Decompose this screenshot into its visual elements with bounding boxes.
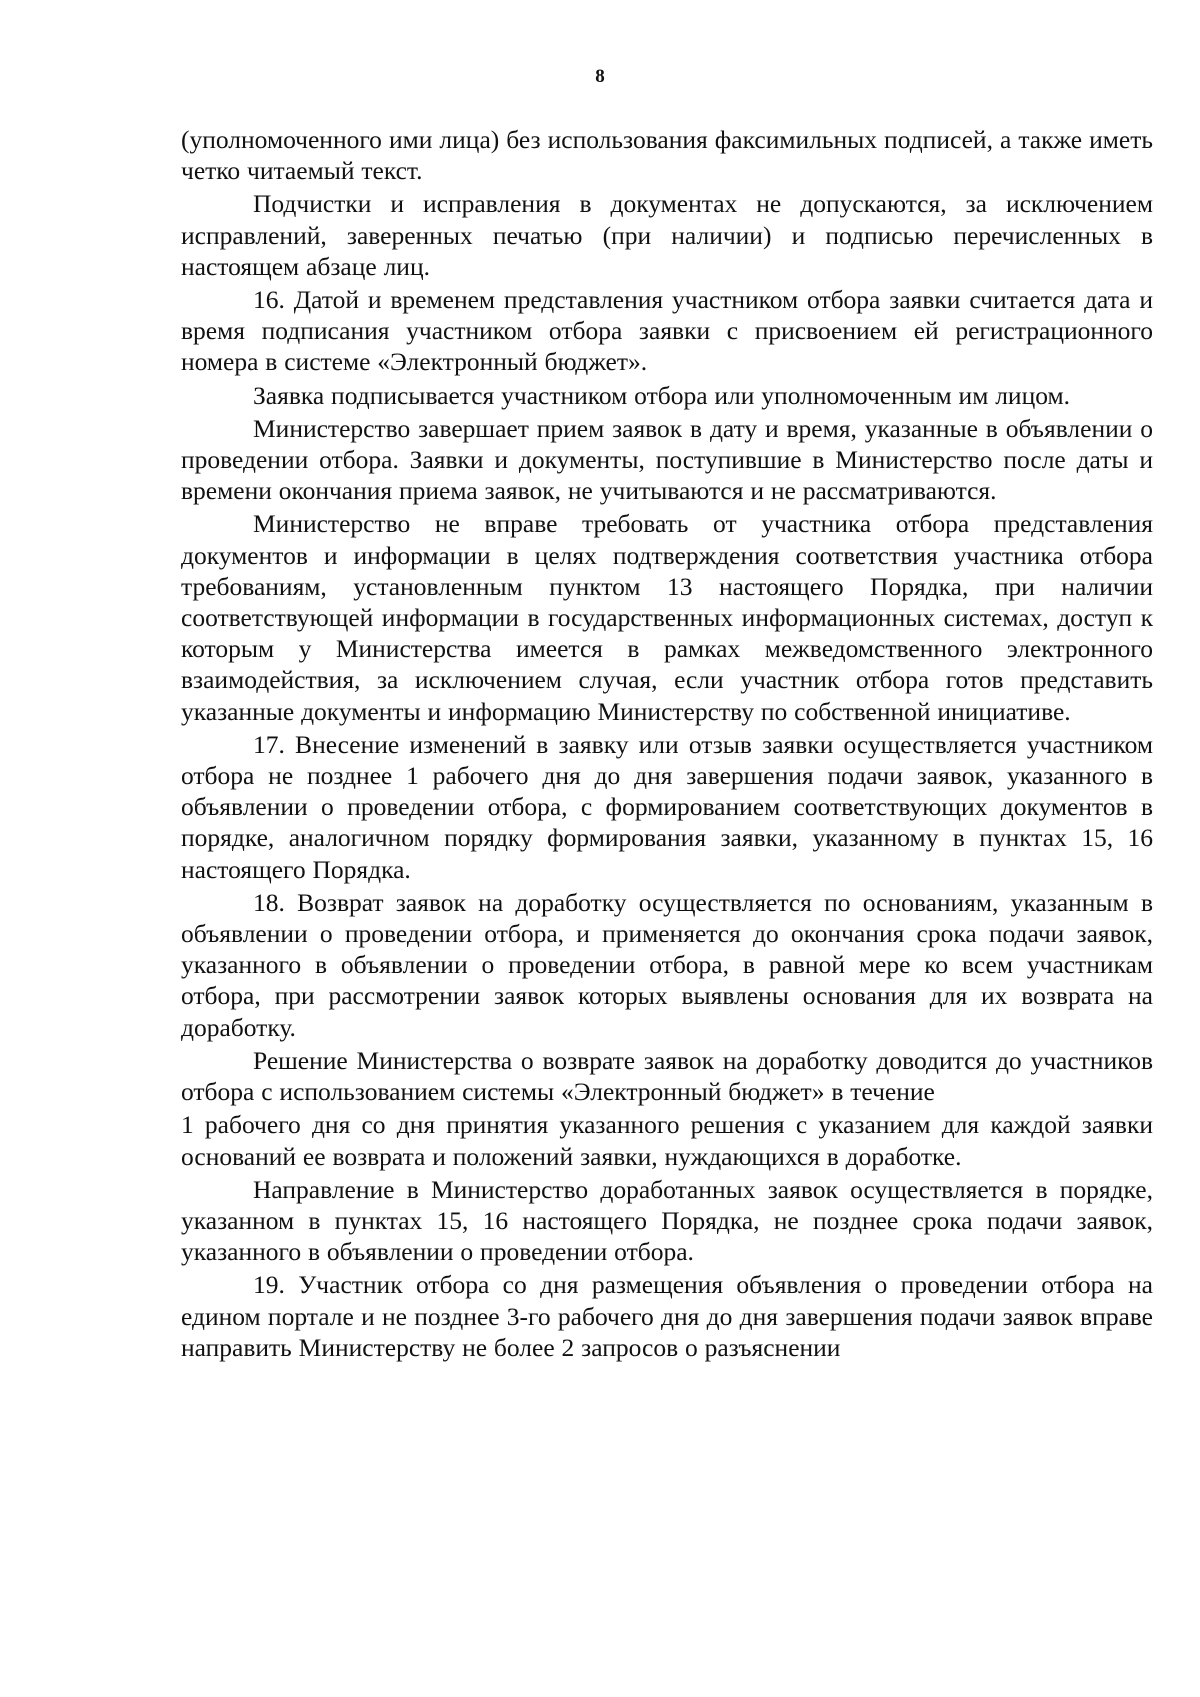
paragraph-2: Подчистки и исправления в документах не допускаются, за исключением исправлений, заверенных печатью (при наличии) и подписью перечисленных в настоящем абзаце лиц. bbox=[181, 189, 1153, 281]
paragraph-4: Заявка подписывается участником отбора или уполномоченным им лицом. bbox=[253, 380, 1070, 410]
paragraph-5: Министерство завершает прием заявок в дату и время, указанные в объявлении о проведении отбора. Заявки и документы, поступившие в Министерство после даты и времени окончания приема заявок, не учитываются и не рассматриваются. bbox=[181, 413, 1153, 506]
paragraph-7: 17. Внесение изменений в заявку или отзыв заявки осуществляется участником отбора не позднее 1 рабочего дня до дня завершения подачи заявок, указанного в объявлении о проведении отбора, с формированием соответствующих документов в порядке, аналогичном порядку формирования заявки, указанному в пунктах 15, 16 настоящего Порядка. bbox=[181, 729, 1153, 884]
paragraph-10: 1 рабочего дня со дня принятия указанного решения с указанием для каждой заявки оснований ее возврата и положений заявки, нуждающихся в доработке. bbox=[181, 1110, 1153, 1171]
document-body bbox=[181, 124, 1153, 1365]
paragraph-1: (уполномоченного ими лица) без использования факсимильных подписей, а также иметь четко читаемый текст. bbox=[181, 125, 1153, 186]
paragraph-12: 19. Участник отбора со дня размещения объявления о проведении отбора на едином портале и не позднее 3-го рабочего дня до дня завершения подачи заявок вправе направить Министерству не более 2 запросов о разъяснении bbox=[181, 1270, 1153, 1362]
page-number: 8 bbox=[595, 66, 605, 87]
paragraph-9: Решение Министерства о возврате заявок на доработку доводится до участников отбора с использованием системы «Электронный бюджет» в течение bbox=[181, 1045, 1153, 1107]
paragraph-8: 18. Возврат заявок на доработку осуществляется по основаниям, указанным в объявлении о проведении отбора, и применяется до окончания срока подачи заявок, указанного в объявлении о проведении отбора, в равной мере ко всем участникам отбора, при рассмотрении заявок которых выявлены основания для их возврата на доработку. bbox=[181, 887, 1153, 1042]
paragraph-6: Министерство не вправе требовать от участника отбора представления документов и информации в целях подтверждения соответствия участника отбора требованиям, установленным пунктом 13 настоящего Порядка, при наличии соответствующей информации в государственных информационных системах, доступ к которым у Министерства имеется в рамках межведомственного электронного взаимодействия, за исключением случая, если участник отбора готов представить указанные документы и информацию Министерству по собственной инициативе. bbox=[181, 509, 1153, 726]
paragraph-3: 16. Датой и временем представления участником отбора заявки считается дата и время подписания участником отбора заявки с присвоением ей регистрационного номера в системе «Электронный бюджет». bbox=[181, 285, 1153, 377]
paragraph-11: Направление в Министерство доработанных заявок осуществляется в порядке, указанном в пунктах 15, 16 настоящего Порядка, не позднее срока подачи заявок, указанного в объявлении о проведении отбора. bbox=[181, 1174, 1153, 1267]
